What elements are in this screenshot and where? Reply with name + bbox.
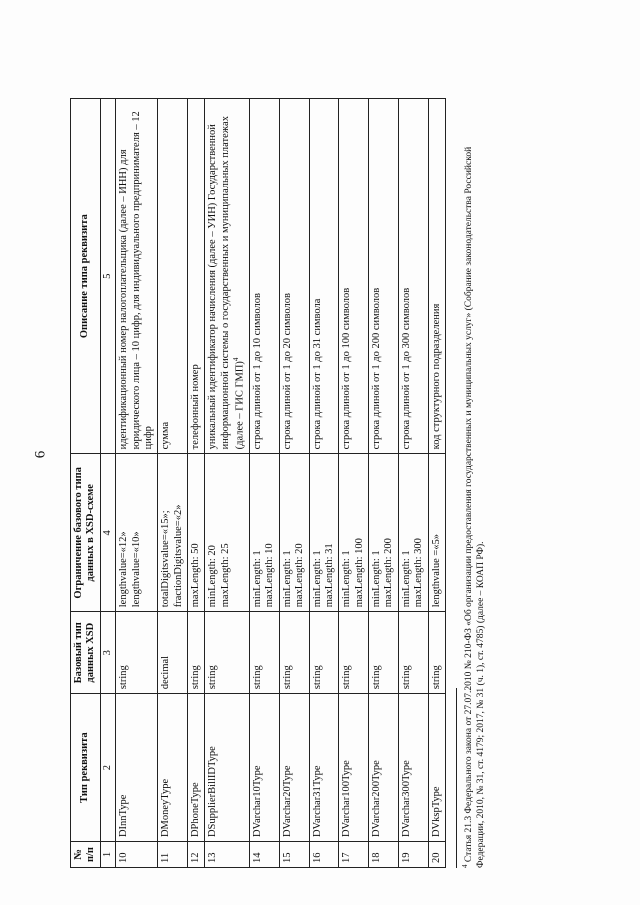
constraint-line: minLength: 1 (400, 550, 412, 608)
base-type: string (369, 612, 399, 694)
constraint-line: lengthvalue=«10» (130, 531, 142, 608)
constraint-cell (428, 454, 445, 612)
row-number: 10 (116, 842, 158, 868)
constraint-line: minLength: 1 (371, 550, 382, 608)
rotated-content (70, 88, 525, 868)
description-text: строка длиной от 1 до 20 символов (281, 293, 293, 450)
description-cell (369, 99, 399, 454)
base-type: string (339, 612, 369, 694)
header-base-type: Базовый тип данных XSD (71, 612, 101, 694)
table-row (158, 99, 188, 868)
header-type: Тип реквизита (71, 694, 101, 842)
constraint-cell (339, 454, 369, 612)
footnote-text: Статья 21.3 Федерального закона от 27.07.2010 № 210-ФЗ «Об организации предоставления государственных и муниципальных услуг» (Собрание законодательства Российской Федерации, 2010, № 31, ст. 4179; 2017, № 31 (ч. 1), ст. 4785) (далее – КОАП РФ). (464, 146, 486, 868)
description-cell (309, 99, 339, 454)
constraint-cell (158, 454, 188, 612)
base-type: string (205, 612, 250, 694)
header-description: Описание типа реквизита (71, 99, 101, 454)
table-header-row (71, 99, 101, 868)
base-type: string (250, 612, 280, 694)
row-number: 17 (339, 842, 369, 868)
table-row (369, 99, 399, 868)
base-type: string (398, 612, 428, 694)
requisite-type: DVarchar200Type (369, 694, 399, 842)
constraint-cell (279, 454, 309, 612)
requisite-type: DVkspType (428, 694, 445, 842)
constraint-line: lengthvalue =«5» (430, 533, 442, 608)
table-row (398, 99, 428, 868)
constraint-line: minLength: 1 (252, 550, 263, 608)
constraint-line: maxLength: 31 (323, 543, 335, 608)
base-type: string (116, 612, 158, 694)
table-row (205, 99, 250, 868)
constraint-cell (116, 454, 158, 612)
description-cell (339, 99, 369, 454)
description-text: идентификационный номер налогоплательщика (далее – ИНН) для юридического лица – 10 цифр, для индивидуального предпринимателя – 12 цифр (118, 111, 154, 450)
description-text: телефонный номер (190, 364, 201, 450)
description-text: сумма (160, 421, 172, 450)
requisite-type: DVarchar300Type (398, 694, 428, 842)
column-number: 3 (100, 612, 115, 694)
constraint-line: minLength: 20 (207, 545, 219, 608)
constraint-cell (309, 454, 339, 612)
column-number: 4 (100, 454, 115, 612)
constraint-line: maxLength: 10 (264, 543, 276, 608)
constraint-line: minLength: 1 (311, 550, 323, 608)
constraint-line: minLength: 1 (281, 550, 293, 608)
description-cell (158, 99, 188, 454)
row-number: 14 (250, 842, 280, 868)
description-cell (188, 99, 205, 454)
constraint-line: lengthvalue=«12» (118, 531, 130, 608)
description-text: строка длиной от 1 до 100 символов (341, 287, 353, 450)
footnote-reference: 4 (232, 357, 241, 362)
header-number: № п/п (71, 842, 101, 868)
description-text: строка длиной от 1 до 200 символов (371, 287, 382, 450)
row-number: 13 (205, 842, 250, 868)
description-text: уникальный идентификатор начисления (далее – УИН) Государственной информационной системы о государственных и муниципальных платежах (далее – ГИС ГМП) (207, 116, 246, 450)
description-cell (116, 99, 158, 454)
header-constraint: Ограничение базового типа данных в XSD-схеме (71, 454, 101, 612)
constraint-line: fractionDigitsvalue=«2» (172, 504, 184, 608)
row-number: 20 (428, 842, 445, 868)
description-cell (428, 99, 445, 454)
constraint-cell (205, 454, 250, 612)
requisite-type: DVarchar31Type (309, 694, 339, 842)
description-cell (279, 99, 309, 454)
constraint-cell (398, 454, 428, 612)
footnote-mark: 4 (460, 864, 469, 868)
constraint-line: minLength: 1 (341, 550, 353, 608)
constraint-cell (250, 454, 280, 612)
description-cell (205, 99, 250, 454)
constraint-line: maxLength: 25 (219, 543, 231, 608)
table-row (309, 99, 339, 868)
column-number: 1 (100, 842, 115, 868)
base-type: string (279, 612, 309, 694)
table-row (188, 99, 205, 868)
constraint-line: maxLength: 50 (190, 543, 201, 608)
description-text: код структурного подразделения (430, 303, 442, 450)
table-body (116, 99, 446, 868)
footnote-divider (456, 688, 457, 868)
requisite-type: DInnType (116, 694, 158, 842)
requisite-type: DPhoneType (188, 694, 205, 842)
constraint-cell (369, 454, 399, 612)
description-text: строка длиной от 1 до 300 символов (400, 287, 412, 450)
footnote (461, 98, 488, 868)
table-row (116, 99, 158, 868)
constraint-cell (188, 454, 205, 612)
row-number: 15 (279, 842, 309, 868)
base-type: string (188, 612, 205, 694)
table-row (279, 99, 309, 868)
row-number: 11 (158, 842, 188, 868)
page-number: 6 (32, 450, 49, 459)
constraint-line: totalDigitsvalue=«15»; (160, 510, 172, 608)
requisite-type: DSupplierBillIDType (205, 694, 250, 842)
base-type: decimal (158, 612, 188, 694)
base-type: string (309, 612, 339, 694)
constraint-line: maxLength: 200 (383, 538, 395, 608)
table-row (428, 99, 445, 868)
requisite-type: DVarchar20Type (279, 694, 309, 842)
column-number: 5 (100, 99, 115, 454)
row-number: 18 (369, 842, 399, 868)
row-number: 12 (188, 842, 205, 868)
requisite-type: DVarchar100Type (339, 694, 369, 842)
table-row (250, 99, 280, 868)
requisite-types-table (70, 98, 446, 868)
constraint-line: maxLength: 100 (353, 538, 365, 608)
description-text: строка длиной от 1 до 31 символа (311, 298, 323, 450)
requisite-type: DMoneyType (158, 694, 188, 842)
constraint-line: maxLength: 300 (413, 538, 425, 608)
row-number: 16 (309, 842, 339, 868)
requisite-type: DVarchar10Type (250, 694, 280, 842)
description-cell (398, 99, 428, 454)
table-column-numbers-row (100, 99, 115, 868)
base-type: string (428, 612, 445, 694)
row-number: 19 (398, 842, 428, 868)
column-number: 2 (100, 694, 115, 842)
table-row (339, 99, 369, 868)
description-text: строка длиной от 1 до 10 символов (252, 293, 263, 450)
description-cell (250, 99, 280, 454)
constraint-line: maxLength: 20 (294, 543, 306, 608)
